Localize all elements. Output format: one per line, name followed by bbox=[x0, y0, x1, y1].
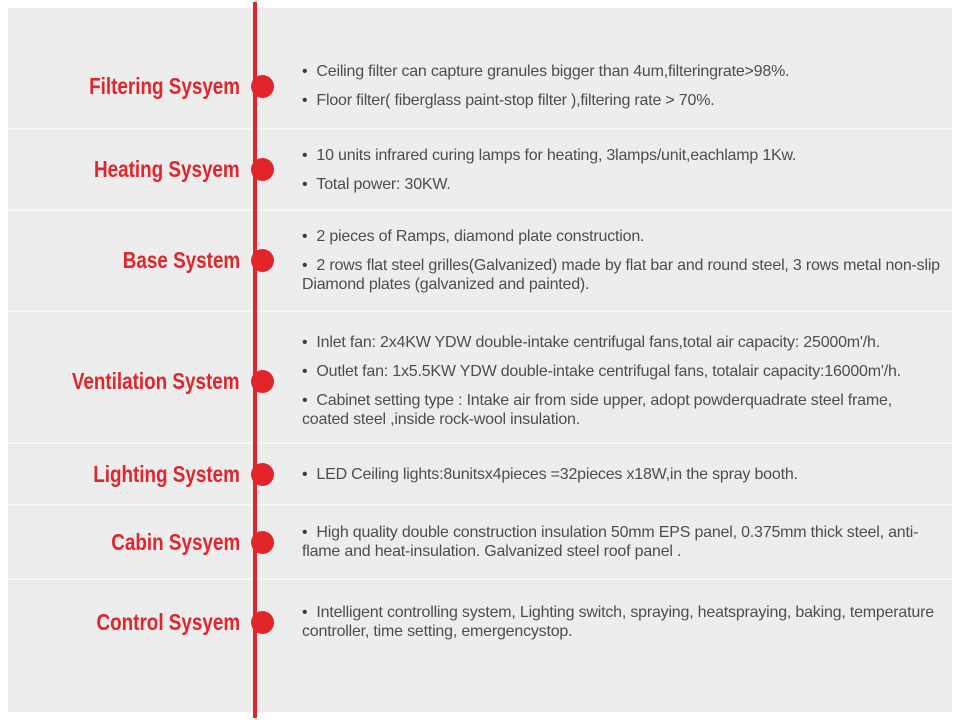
bullet-icon: • bbox=[302, 465, 308, 483]
timeline-section bbox=[8, 444, 952, 506]
spec-bullet-item bbox=[302, 391, 942, 429]
bullet-list bbox=[302, 146, 942, 194]
section-title: Heating Sysyem bbox=[94, 156, 240, 182]
timeline-dot-icon bbox=[251, 158, 274, 181]
timeline-dot-icon bbox=[251, 249, 274, 272]
section-title: Cabin Sysyem bbox=[111, 528, 240, 555]
timeline-section bbox=[8, 130, 952, 211]
section-title: Base System bbox=[122, 247, 240, 273]
bullet-icon: • bbox=[302, 604, 308, 621]
bullet-icon: • bbox=[302, 175, 308, 193]
bullet-icon: • bbox=[302, 334, 308, 351]
section-title: Control Sysyem bbox=[96, 608, 240, 635]
bullet-text: Outlet fan: 1x5.5KW YDW double-intake centrifugal fans, totalair capacity:16000m'/h. bbox=[316, 363, 901, 380]
bullet-list bbox=[302, 333, 942, 429]
bullet-icon: • bbox=[302, 257, 308, 274]
spec-bullet-item bbox=[302, 227, 942, 246]
bullet-text: Inlet fan: 2x4KW YDW double-intake centrifugal fans,total air capacity: 25000m'/h. bbox=[316, 334, 880, 351]
timeline-dot-icon bbox=[251, 463, 274, 486]
bullet-text: Floor filter( fiberglass paint-stop filter ),filtering rate > 70%. bbox=[316, 92, 715, 109]
bullet-icon: • bbox=[302, 228, 308, 245]
timeline-dot-icon bbox=[251, 75, 274, 98]
section-title: Lighting System bbox=[93, 460, 240, 487]
spec-bullet-item bbox=[302, 465, 942, 484]
section-title-column bbox=[8, 461, 240, 488]
bullet-text: 10 units infrared curing lamps for heating, 3lamps/unit,eachlamp 1Kw. bbox=[316, 146, 797, 164]
section-title-column bbox=[8, 609, 240, 636]
section-title-column bbox=[8, 529, 240, 556]
timeline-section bbox=[8, 580, 952, 664]
timeline-section bbox=[8, 506, 952, 580]
spec-bullet-item bbox=[302, 146, 942, 165]
spec-bullet-item bbox=[302, 523, 942, 561]
bullet-list bbox=[302, 62, 942, 110]
bullet-text: Ceiling filter can capture granules bigger than 4um,filteringrate>98%. bbox=[316, 63, 790, 80]
timeline-line bbox=[253, 2, 257, 718]
timeline-dot-icon bbox=[251, 531, 274, 554]
spec-bullet-item bbox=[302, 256, 942, 294]
spec-bullet-item bbox=[302, 62, 942, 81]
bullet-text: Intelligent controlling system, Lighting switch, spraying, heatspraying, baking, temperature controller, time setting, emergencystop. bbox=[302, 604, 934, 640]
spec-bullet-item bbox=[302, 603, 942, 641]
section-title: Filtering Sysyem bbox=[89, 72, 240, 99]
bullet-list bbox=[302, 603, 942, 641]
section-title-column bbox=[8, 156, 240, 183]
timeline-section bbox=[8, 8, 952, 130]
bullet-text: Total power: 30KW. bbox=[316, 175, 451, 193]
bullet-icon: • bbox=[302, 146, 308, 164]
section-title-column bbox=[8, 247, 240, 274]
spec-bullet-item bbox=[302, 91, 942, 110]
bullet-text: High quality double construction insulation 50mm EPS panel, 0.375mm thick steel, anti-flame and heat-insulation. Galvanized steel roof panel . bbox=[302, 524, 919, 560]
timeline-section bbox=[8, 312, 952, 444]
bullet-icon: • bbox=[302, 524, 308, 541]
timeline-dot-icon bbox=[251, 611, 274, 634]
timeline-dot-icon bbox=[251, 370, 274, 393]
section-title: Ventilation System bbox=[72, 367, 240, 394]
bullet-list bbox=[302, 523, 942, 561]
section-title-column bbox=[8, 368, 240, 395]
bullet-icon: • bbox=[302, 92, 308, 109]
bullet-icon: • bbox=[302, 363, 308, 380]
timeline bbox=[8, 8, 952, 712]
bullet-icon: • bbox=[302, 63, 308, 80]
bullet-text: 2 rows flat steel grilles(Galvanized) made by flat bar and round steel, 3 rows metal non-slip Diamond plates (galvanized and painted). bbox=[302, 257, 940, 293]
section-title-column bbox=[8, 73, 240, 100]
spec-bullet-item bbox=[302, 333, 942, 352]
bullet-icon: • bbox=[302, 392, 308, 409]
bullet-text: LED Ceiling lights:8unitsx4pieces =32pieces x18W,in the spray booth. bbox=[316, 465, 798, 483]
spec-bullet-item bbox=[302, 362, 942, 381]
spec-bullet-item bbox=[302, 175, 942, 194]
bullet-list bbox=[302, 465, 942, 484]
timeline-section bbox=[8, 211, 952, 312]
bullet-list bbox=[302, 227, 942, 294]
bullet-text: 2 pieces of Ramps, diamond plate construction. bbox=[316, 228, 645, 245]
bullet-text: Cabinet setting type : Intake air from side upper, adopt powderquadrate steel frame, coated steel ,inside rock-wool insulation. bbox=[302, 392, 892, 428]
